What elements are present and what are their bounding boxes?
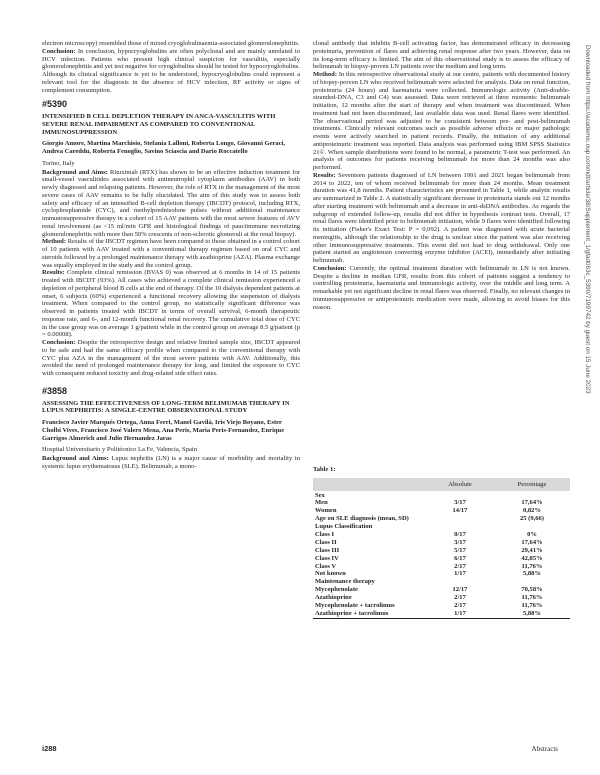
table-cell-abs: 3/17 bbox=[454, 538, 466, 546]
page-number: i288 bbox=[42, 744, 57, 753]
table-cell-abs bbox=[426, 523, 494, 531]
table-cell-abs: 5/17 bbox=[454, 546, 466, 554]
table-cell-pct: 5,88% bbox=[522, 609, 541, 617]
right-column bbox=[313, 40, 570, 311]
table-header-cell: Absolute bbox=[448, 480, 472, 488]
table-cell-label: Azathioprine bbox=[315, 594, 352, 602]
table-1-grid bbox=[313, 478, 570, 618]
table-cell-abs: 3/17 bbox=[454, 499, 466, 507]
table-cell-label: Sex bbox=[315, 491, 325, 499]
abstract-background: Background and Aims: Rituximab (RTX) has shown to be an effective induction treatment for small-vessel vasculitides associated with antineutrophil cytoplasm antibodies (AAV) in both newly diagnosed and relapsing patients. However, the role of RTX in the management of the most severe cases of AAV remains to be fully elucidated. The aim of this study was to assess both safety and efficacy of an intensified B-cell depletion therapy (IBCDT) protocol, including RTX, cyclophosphamide (CYC), and methylprednisolone pulses without additional maintenance immunosuppressive therapy in a cohort of 15 AAV patients with the most severe features of AVV renal involvement (as <15 ml/min GFR and histological findings of pauciimmune necrotizing glomerulonephritis with more than 50% crescents of non-sclerotic glomeruli at the renal biopsy). bbox=[42, 168, 300, 238]
abstract-affiliation: Hospital Universitario y Politécnico La Fe, Valencia, Spain bbox=[42, 446, 197, 454]
download-watermark-text: Downloaded from https://academic.oup.com/ndt/article/38/Supplement_1/gfad063c_5390/7199742 by guest on 15 June 2023 bbox=[584, 45, 591, 394]
table-header-cell bbox=[313, 478, 426, 492]
intro-conclusion: Conclusion: In conclusion, hypocryoglobulins are often polyclonal and are mainly unrelated to HCV infection. Patients who present high clinical suspicion for vasculitis, especially glomerulonephritis and yet test negative for cryoglobulins should be tested for hypocryoglobulins. Although its clinical significance is yet to be understood, hypocryoglobulins could represent a relevant tool for the diagnosis in the absence of HCV infection, RF activity or signs of complement consumption. bbox=[42, 47, 301, 94]
table-row bbox=[313, 491, 570, 499]
table-row bbox=[313, 570, 570, 578]
table-header-row bbox=[313, 478, 570, 492]
right-conclusion: Conclusion: Currently, the optimal treatment duration with belimumab in LN is not known. Despite a decline in median GFR, results from this cohort of patients suggest a tendency to controlling proteinuria, haematuria and immunologic activity, over the middle and long term. A remarkable yet not significant decline in renal flares was observed. Finally, no relevant changes in immunosuppressive or antiproteinuric medication were made, allowing to avoid biases for this reason. bbox=[313, 264, 570, 311]
table-cell-pct: 11,76% bbox=[521, 601, 543, 609]
table-cell-pct: 25 (9,66) bbox=[519, 515, 544, 523]
table-cell-pct: 5,88% bbox=[522, 570, 541, 578]
table-1 bbox=[313, 466, 570, 619]
table-cell-label: Class II bbox=[315, 538, 337, 546]
table-cell-label: Age on SLE diagnosis (mean, SD) bbox=[315, 515, 409, 523]
table-cell-pct: 29,41% bbox=[521, 546, 543, 554]
table-cell-pct: 11,76% bbox=[521, 594, 543, 602]
table-row bbox=[313, 586, 570, 594]
table-cell-pct bbox=[494, 491, 570, 499]
table-row bbox=[313, 562, 570, 570]
left-column bbox=[42, 40, 300, 471]
abstract-authors: Giorgio Amore, Martina Marchisio, Stefania Lalloni, Roberta Longo, Giovanni Geraci, Andrea Careddu, Roberta Fenoglio, Savino Sciascia and Dario Roccatello bbox=[42, 140, 286, 156]
table-cell-abs: 12/17 bbox=[452, 586, 468, 594]
table-cell-abs bbox=[426, 515, 494, 523]
table-cell-label: Not known bbox=[315, 570, 346, 578]
table-cell-abs bbox=[426, 578, 494, 586]
table-cell-label: Mycophenolate + tacrolimus bbox=[315, 601, 395, 609]
table-cell-abs: 2/17 bbox=[454, 601, 466, 609]
table-row bbox=[313, 523, 570, 531]
table-cell-pct: 17,64% bbox=[521, 499, 543, 507]
table-row bbox=[313, 594, 570, 602]
table-cell-abs: 2/17 bbox=[454, 562, 466, 570]
table-cell-abs: 0/17 bbox=[454, 530, 466, 538]
table-cell-pct: 11,76% bbox=[521, 562, 543, 570]
table-row bbox=[313, 555, 570, 563]
table-cell-label: Class V bbox=[315, 562, 337, 570]
table-cell-abs: 1/17 bbox=[454, 570, 466, 578]
right-continued-paragraph: clonal antibody that inhibits B-cell activating factor, has demonstrated efficacy in decreasing proteinuria, prevention of flares and achieving renal response after two years. However, data on its long-term efficacy is limited. The aim of this observational study is to assess the efficacy of belimumab in biopsy-proven LN patients over the medium and long term. bbox=[313, 40, 570, 71]
table-cell-pct: 0% bbox=[527, 530, 537, 538]
abstract-id-5390: #5390 bbox=[42, 99, 68, 110]
table-cell-label: Azathioprine + tacrolimus bbox=[315, 609, 389, 617]
table-cell-label: Men bbox=[315, 499, 328, 507]
abstract-id-3858: #3858 bbox=[42, 385, 68, 396]
table-row bbox=[313, 515, 570, 523]
table-cell-label: Lupus Classification bbox=[315, 523, 373, 531]
abstract-results: Results: Complete clinical remission (BVAS 0) was observed at 6 months in 14 of 15 patients treated with IBCDT (93%). All cases who achieved a complete clinical remission experienced a depletion of peripheral blood B cells at the end of therapy. Of the 10 dialysis dependent patients at onset, 6 subjects (60%) experienced a functional recovery allowing the suspension of dialysis treatment. When compared to the control group, no statistically significant difference was observed in patients treated with IBCDT in terms of overall survival, 6-month therapeutic response rate, and 6-, and 12-month functional renal recovery. The cumulative total dose of CYC in the case group was on average 1 g/patient while in the control group on average 8.5 g/patient (p = 0.00008). bbox=[42, 269, 300, 339]
table-cell-pct: 17,64% bbox=[521, 538, 543, 546]
right-results: Results: Seventeen patients diagnosed of LN between 1991 and 2021 began belimumab from 2014 to 2022, ten of whom received belimumab for more than 24 months. Mean treatment duration was 41,8 months. Patient characteristics are presented in Table 1, while analytic results are summarized in Table 2. A statistically significant decrease in proteinuria stands out 12 months after starting treatment with belimumab and a decrease in anti-dsDNA antibodies. As regards the subgroup of extended follow-up, results did not differ in hypothesis contrast tests. Overall, 17 renal flares were identified prior to belimumab initiation, while 9 flares were identified following its initiation (Fisher's Exact Test: P = 0,092). A patient was diagnosed with acute bacterial meningitis, although the relationship to the drug is unclear since the patient was also receiving other immunosuppressive treatments. This event did not lead to drug withdrawal. Only one patient started an angiotensin converting enzyme inhibitor (ACEI), immediately after initiating belimumab. bbox=[313, 171, 571, 264]
abstract-title: ASSESSING THE EFFECTIVENESS OF LONG-TERM BELIMUMAB THERAPY IN LUPUS NEPHRITIS: A SINGLE-CENTRE OBSERVATIONAL STUDY bbox=[42, 399, 290, 415]
table-cell-abs bbox=[426, 491, 494, 499]
table-cell-label: Women bbox=[315, 507, 337, 515]
table-cell-pct bbox=[494, 523, 570, 531]
table-row bbox=[313, 547, 570, 555]
abstract-method: Method: Results of the IBCDT regimen have been compared to those obtained in a control cohort of 10 patients with AAV treated with a conventional therapy regimen based on oral CYC and steroids followed by a prolonged maintenance therapy with azathioprine (AZA). Plasma exchange was equally employed in the study and the control group. bbox=[42, 238, 300, 269]
abstract-background: Background and Aims: Lupus nephritis (LN) is a major cause of morbidity and mortality in systemic lupus erythematosus (SLE). Belimumab, a mono- bbox=[42, 455, 300, 470]
abstract-authors: Francisco Javier Marqués Ortega, Anna Ferri, Manel Gavilà, Iris Viejo Boyano, Ester Cholbi Vives, Francisco José Valero Mena, Ana Peris, Maria Peris-Fernandez, Enrique Garrigos Almerich and Julio Hernandez Jaras bbox=[42, 419, 285, 442]
table-cell-label: Maintenance therapy bbox=[315, 578, 375, 586]
table-row bbox=[313, 531, 570, 539]
table-cell-label: Class IV bbox=[315, 554, 339, 562]
table-bottom-rule bbox=[313, 618, 570, 619]
section-label: Abstracts bbox=[531, 745, 558, 753]
table-cell-abs: 1/17 bbox=[454, 609, 466, 617]
table-cell-abs: 6/17 bbox=[454, 554, 466, 562]
download-watermark bbox=[583, 45, 593, 605]
table-body bbox=[313, 491, 570, 617]
table-row bbox=[313, 539, 570, 547]
table-row bbox=[313, 602, 570, 610]
table-cell-label: Mycophenolate bbox=[315, 586, 358, 594]
intro-paragraph: electron microscopy) resembled those of mixed cryoglobulinaemia-associated glomerulonephritis. bbox=[42, 40, 300, 47]
abstract-affiliation: Torino, Italy bbox=[42, 159, 75, 167]
table-cell-abs: 14/17 bbox=[452, 507, 468, 515]
right-method: Method: In this retrospective observational study at our centre, patients with documented history of biopsy-proven LN who received belimumab were selected for analysis. Data on renal function, proteinuria (24 hours) and haematuria were collected. Immunologic activity (Anti-double-stranded-DNA, C3 and C4) was assessed. Data were retrieved at three moments: belimumab initiation, 12 months after the start of therapy and when treatment was discontinued. When treatment had not been discontinued, last available data was used. Renal flares were identified. The observational period was adjusted to be consistent between pre- and post-belimumab treatments. Clinically relevant outcomes such as possible adverse effects or major pathologic events were actively searched in patient records. Finally, the initiation of any additional antiproteinuric treatment was reported. Data analysis was performed using IBM SPSS Statistics 21©. When sample distributions were found to be normal, a parametric T-test was performed. An analysis of outcomes for patients receiving belimumab for more than 24 months was also performed. bbox=[313, 71, 570, 171]
abstract-title: INTENSIFIED B CELL DEPLETION THERAPY IN ANCA-VASCULITIS WITH SEVERE RENAL IMPAIRMENT AS COMPARED TO CONVENTIONAL IMMUNOSUPPRESSION bbox=[42, 113, 276, 136]
table-row bbox=[313, 507, 570, 515]
table-header-cell: Percentage bbox=[517, 480, 547, 488]
table-cell-pct: 42,85% bbox=[521, 554, 543, 562]
table-cell-label: Class III bbox=[315, 546, 340, 554]
table-cell-pct bbox=[494, 578, 570, 586]
table-cell-abs: 2/17 bbox=[454, 594, 466, 602]
table-row bbox=[313, 610, 570, 618]
table-cell-label: Class I bbox=[315, 530, 335, 538]
table-row bbox=[313, 578, 570, 586]
table-row bbox=[313, 499, 570, 507]
table-title: Table 1: bbox=[313, 466, 336, 473]
table-cell-pct: 70,58% bbox=[521, 586, 543, 594]
abstract-conclusion: Conclusion: Despite the retrospective design and relative limited sample size, IBCDT appeared to be safe and had the same efficacy profile when compared to the conventional therapy with CYC plus AZA in the management of the most severe patients with AAV. Additionally, this avoided the need of prolonged maintenance therapy for long, and limited the exposure to CYC with consequent reduced toxicity and drug-related side effect rates. bbox=[42, 339, 300, 378]
table-cell-pct: 0,82% bbox=[522, 507, 541, 515]
